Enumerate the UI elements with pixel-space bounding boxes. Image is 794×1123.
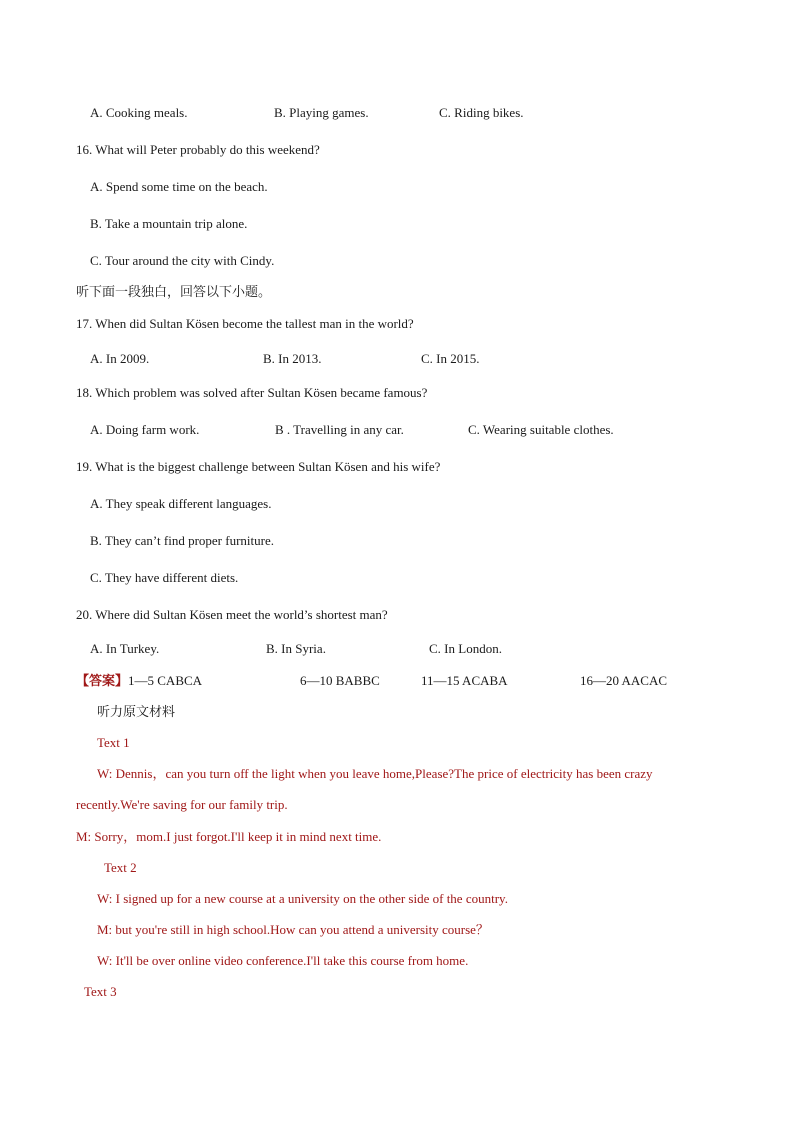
text1-man-line: M: Sorry，mom.I just forgot.I'll keep it in mind next time. bbox=[76, 829, 382, 844]
text2-man-line: M: but you're still in high school.How can you attend a university course？ bbox=[97, 922, 489, 937]
q20-option-c: C. In London. bbox=[429, 641, 502, 656]
q17-option-b: B. In 2013. bbox=[263, 351, 322, 366]
q20-question: 20. Where did Sultan Kösen meet the world’s shortest man? bbox=[76, 607, 388, 622]
q20-option-b: B. In Syria. bbox=[266, 641, 326, 656]
text1-woman-line-2: recently.We're saving for our family trip. bbox=[76, 797, 288, 812]
q19-option-b: B. They can’t find proper furniture. bbox=[90, 533, 274, 548]
q19-question: 19. What is the biggest challenge between Sultan Kösen and his wife? bbox=[76, 459, 441, 474]
q19-option-c: C. They have different diets. bbox=[90, 570, 239, 585]
answers-group-4: 16—20 AACAC bbox=[580, 673, 668, 688]
q15-option-a: A. Cooking meals. bbox=[90, 105, 188, 120]
answers-group-2: 6—10 BABBC bbox=[300, 673, 380, 688]
q17-option-a: A. In 2009. bbox=[90, 351, 150, 366]
q18-option-a: A. Doing farm work. bbox=[90, 422, 200, 437]
q17-option-c: C. In 2015. bbox=[421, 351, 480, 366]
q17-question: 17. When did Sultan Kösen become the tallest man in the world? bbox=[76, 316, 414, 331]
q18-option-b: B . Travelling in any car. bbox=[275, 422, 404, 437]
text2-woman-line-1: W: I signed up for a new course at a university on the other side of the country. bbox=[97, 891, 508, 906]
answers-group-1: 1—5 CABCA bbox=[128, 673, 203, 688]
q16-option-a: A. Spend some time on the beach. bbox=[90, 179, 268, 194]
text2-title: Text 2 bbox=[104, 860, 137, 875]
text1-title: Text 1 bbox=[97, 735, 130, 750]
q18-option-c: C. Wearing suitable clothes. bbox=[468, 422, 614, 437]
q16-question: 16. What will Peter probably do this weekend? bbox=[76, 142, 320, 157]
answers-label: 【答案】 bbox=[76, 673, 129, 688]
q19-option-a: A. They speak different languages. bbox=[90, 496, 272, 511]
text1-woman-line-1: W: Dennis，can you turn off the light when you leave home,Please?The price of electricity has been crazy bbox=[97, 766, 653, 781]
transcript-heading: 听力原文材料 bbox=[97, 704, 176, 719]
answers-row bbox=[76, 673, 202, 689]
answers-group-3: 11—15 ACABA bbox=[421, 673, 508, 688]
section-instruction: 听下面一段独白，回答以下小题。 bbox=[76, 284, 272, 299]
q15-option-b: B. Playing games. bbox=[274, 105, 369, 120]
q16-option-b: B. Take a mountain trip alone. bbox=[90, 216, 248, 231]
text3-title: Text 3 bbox=[84, 984, 117, 999]
q20-option-a: A. In Turkey. bbox=[90, 641, 160, 656]
q18-question: 18. Which problem was solved after Sultan Kösen became famous? bbox=[76, 385, 428, 400]
q16-option-c: C. Tour around the city with Cindy. bbox=[90, 253, 275, 268]
q15-option-c: C. Riding bikes. bbox=[439, 105, 524, 120]
text2-woman-line-2: W: It'll be over online video conference.I'll take this course from home. bbox=[97, 953, 469, 968]
